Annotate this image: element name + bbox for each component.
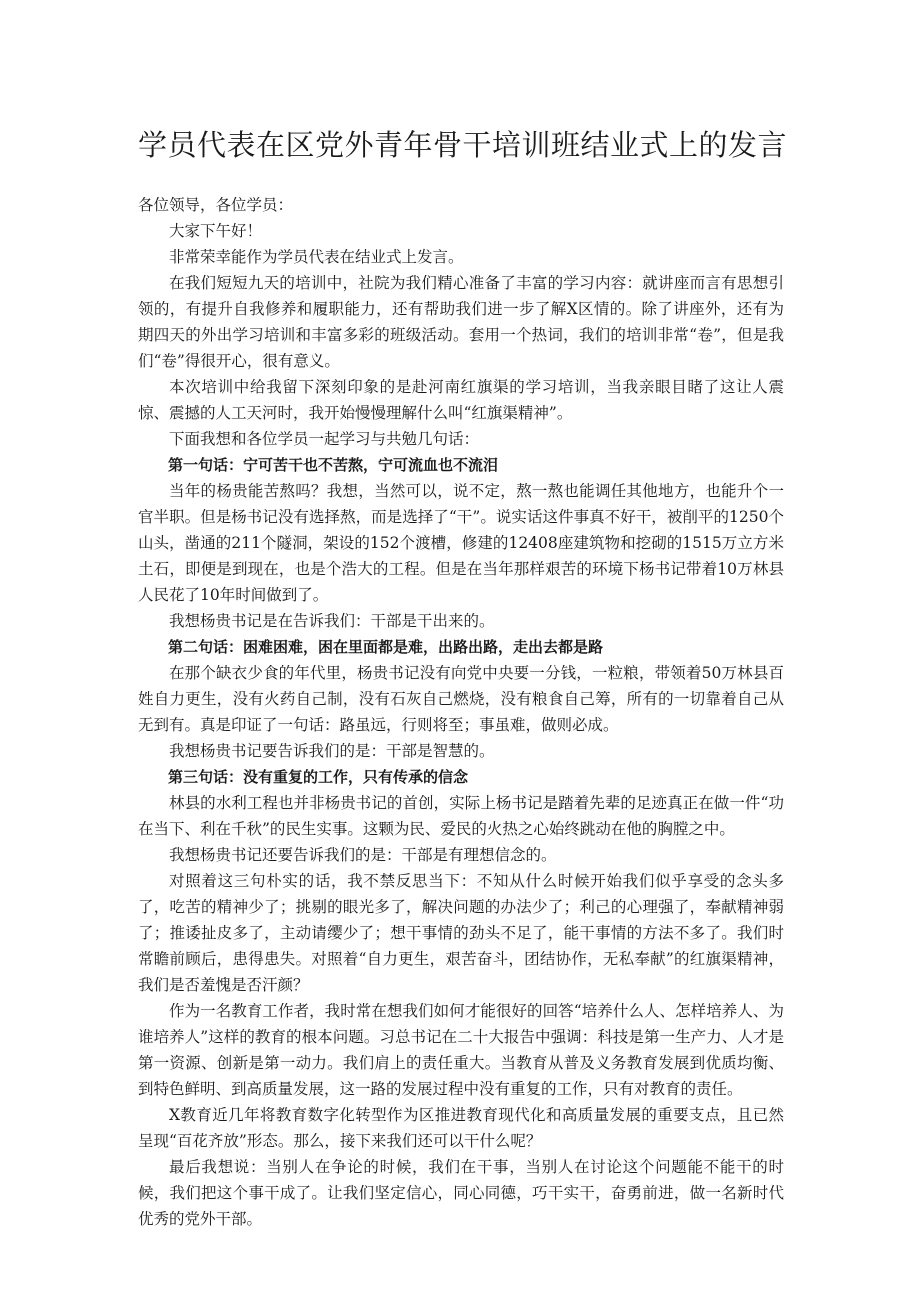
- salutation: 各位领导，各位学员：: [138, 196, 294, 214]
- paragraph: 作为一名教育工作者，我时常在想我们如何才能很好的回答“培养什么人、怎样培养人、为谁培养人”这样的教育的根本问题。习总书记在二十大报告中强调：科技是第一生产力、人才是第一资源、创新是第一动力。我们肩上的责任重大。当教育从普及义务教育发展到优质均衡、到特色鲜明、到高质量发展，这一路的发展过程中没有重复的工作，只有对教育的责任。: [138, 1002, 784, 1098]
- paragraph: 我想杨贵书记要告诉我们的是：干部是智慧的。: [169, 742, 495, 760]
- section-heading: 第二句话：困难困难，困在里面都是难，出路出路，走出去都是路: [168, 638, 604, 656]
- document-body: [138, 218, 784, 1232]
- paragraph: 我想杨贵书记还要告诉我们的是：干部是有理想信念的。: [169, 846, 557, 864]
- paragraph: 当年的杨贵能苦熬吗？我想，当然可以，说不定，熬一熬也能调任其他地方，也能升个一官半职。但是杨书记没有选择熬，而是选择了“干”。说实话这件事真不好干，被削平的1250个山头，凿通的211个隧洞，架设的152个渡槽，修建的12408座建筑物和挖砌的1515万立方米土石，即便是到现在，也是个浩大的工程。但是在当年那样艰苦的环境下杨书记带着10万林县人民花了10年时间做到了。: [138, 482, 784, 604]
- paragraph: 在我们短短九天的培训中，社院为我们精心准备了丰富的学习内容：就讲座而言有思想引领的，有提升自我修养和履职能力，还有帮助我们进一步了解X区情的。除了讲座外，还有为期四天的外出学习培训和丰富多彩的班级活动。套用一个热词，我们的培训非常“卷”，但是我们“卷”得很开心，很有意义。: [138, 274, 784, 370]
- document-page: [138, 120, 788, 1232]
- paragraph: 在那个缺衣少食的年代里，杨贵书记没有向党中央要一分钱，一粒粮，带领着50万林县百姓自力更生，没有火药自己制，没有石灰自己燃烧，没有粮食自己筹，所有的一切靠着自己从无到有。真是印证了一句话：路虽远，行则将至；事虽难，做则必成。: [138, 664, 784, 734]
- paragraph: 下面我想和各位学员一起学习与共勉几句话：: [169, 430, 480, 448]
- paragraph: 我想杨贵书记是在告诉我们：干部是干出来的。: [169, 612, 495, 630]
- paragraph: 对照着这三句朴实的话，我不禁反思当下：不知从什么时候开始我们似乎享受的念头多了，吃苦的精神少了；挑剔的眼光多了，解决问题的办法少了；利己的心理强了，奉献精神弱了；推诿扯皮多了，主动请缨少了；想干事情的劲头不足了，能干事情的方法不多了。我们时常瞻前顾后，患得患失。对照着“自力更生，艰苦奋斗，团结协作，无私奉献”的红旗渠精神，我们是否羞愧是否汗颜？: [138, 872, 784, 994]
- section-heading: 第一句话：宁可苦干也不苦熬，宁可流血也不流泪: [168, 456, 499, 474]
- paragraph: 大家下午好！: [169, 222, 263, 240]
- paragraph: 非常荣幸能作为学员代表在结业式上发言。: [169, 248, 464, 266]
- paragraph: 林县的水利工程也并非杨贵书记的首创，实际上杨书记是踏着先辈的足迹真正在做一件“功在当下、利在千秋”的民生实事。这颗为民、爱民的火热之心始终跳动在他的胸膛之中。: [138, 794, 784, 838]
- paragraph: 最后我想说：当别人在争论的时候，我们在干事，当别人在讨论这个问题能不能干的时候，我们把这个事干成了。让我们坚定信心，同心同德，巧干实干，奋勇前进，做一名新时代优秀的党外干部。: [138, 1158, 784, 1228]
- document-title: 学员代表在区党外青年骨干培训班结业式上的发言: [138, 128, 788, 162]
- paragraph: 本次培训中给我留下深刻印象的是赴河南红旗渠的学习培训，当我亲眼目睹了这让人震惊、震撼的人工天河时，我开始慢慢理解什么叫“红旗渠精神”。: [138, 378, 784, 422]
- section-heading: 第三句话：没有重复的工作，只有传承的信念: [168, 768, 469, 786]
- paragraph: X教育近几年将教育数字化转型作为区推进教育现代化和高质量发展的重要支点，且已然呈现“百花齐放”形态。那么，接下来我们还可以干什么呢？: [138, 1106, 784, 1150]
